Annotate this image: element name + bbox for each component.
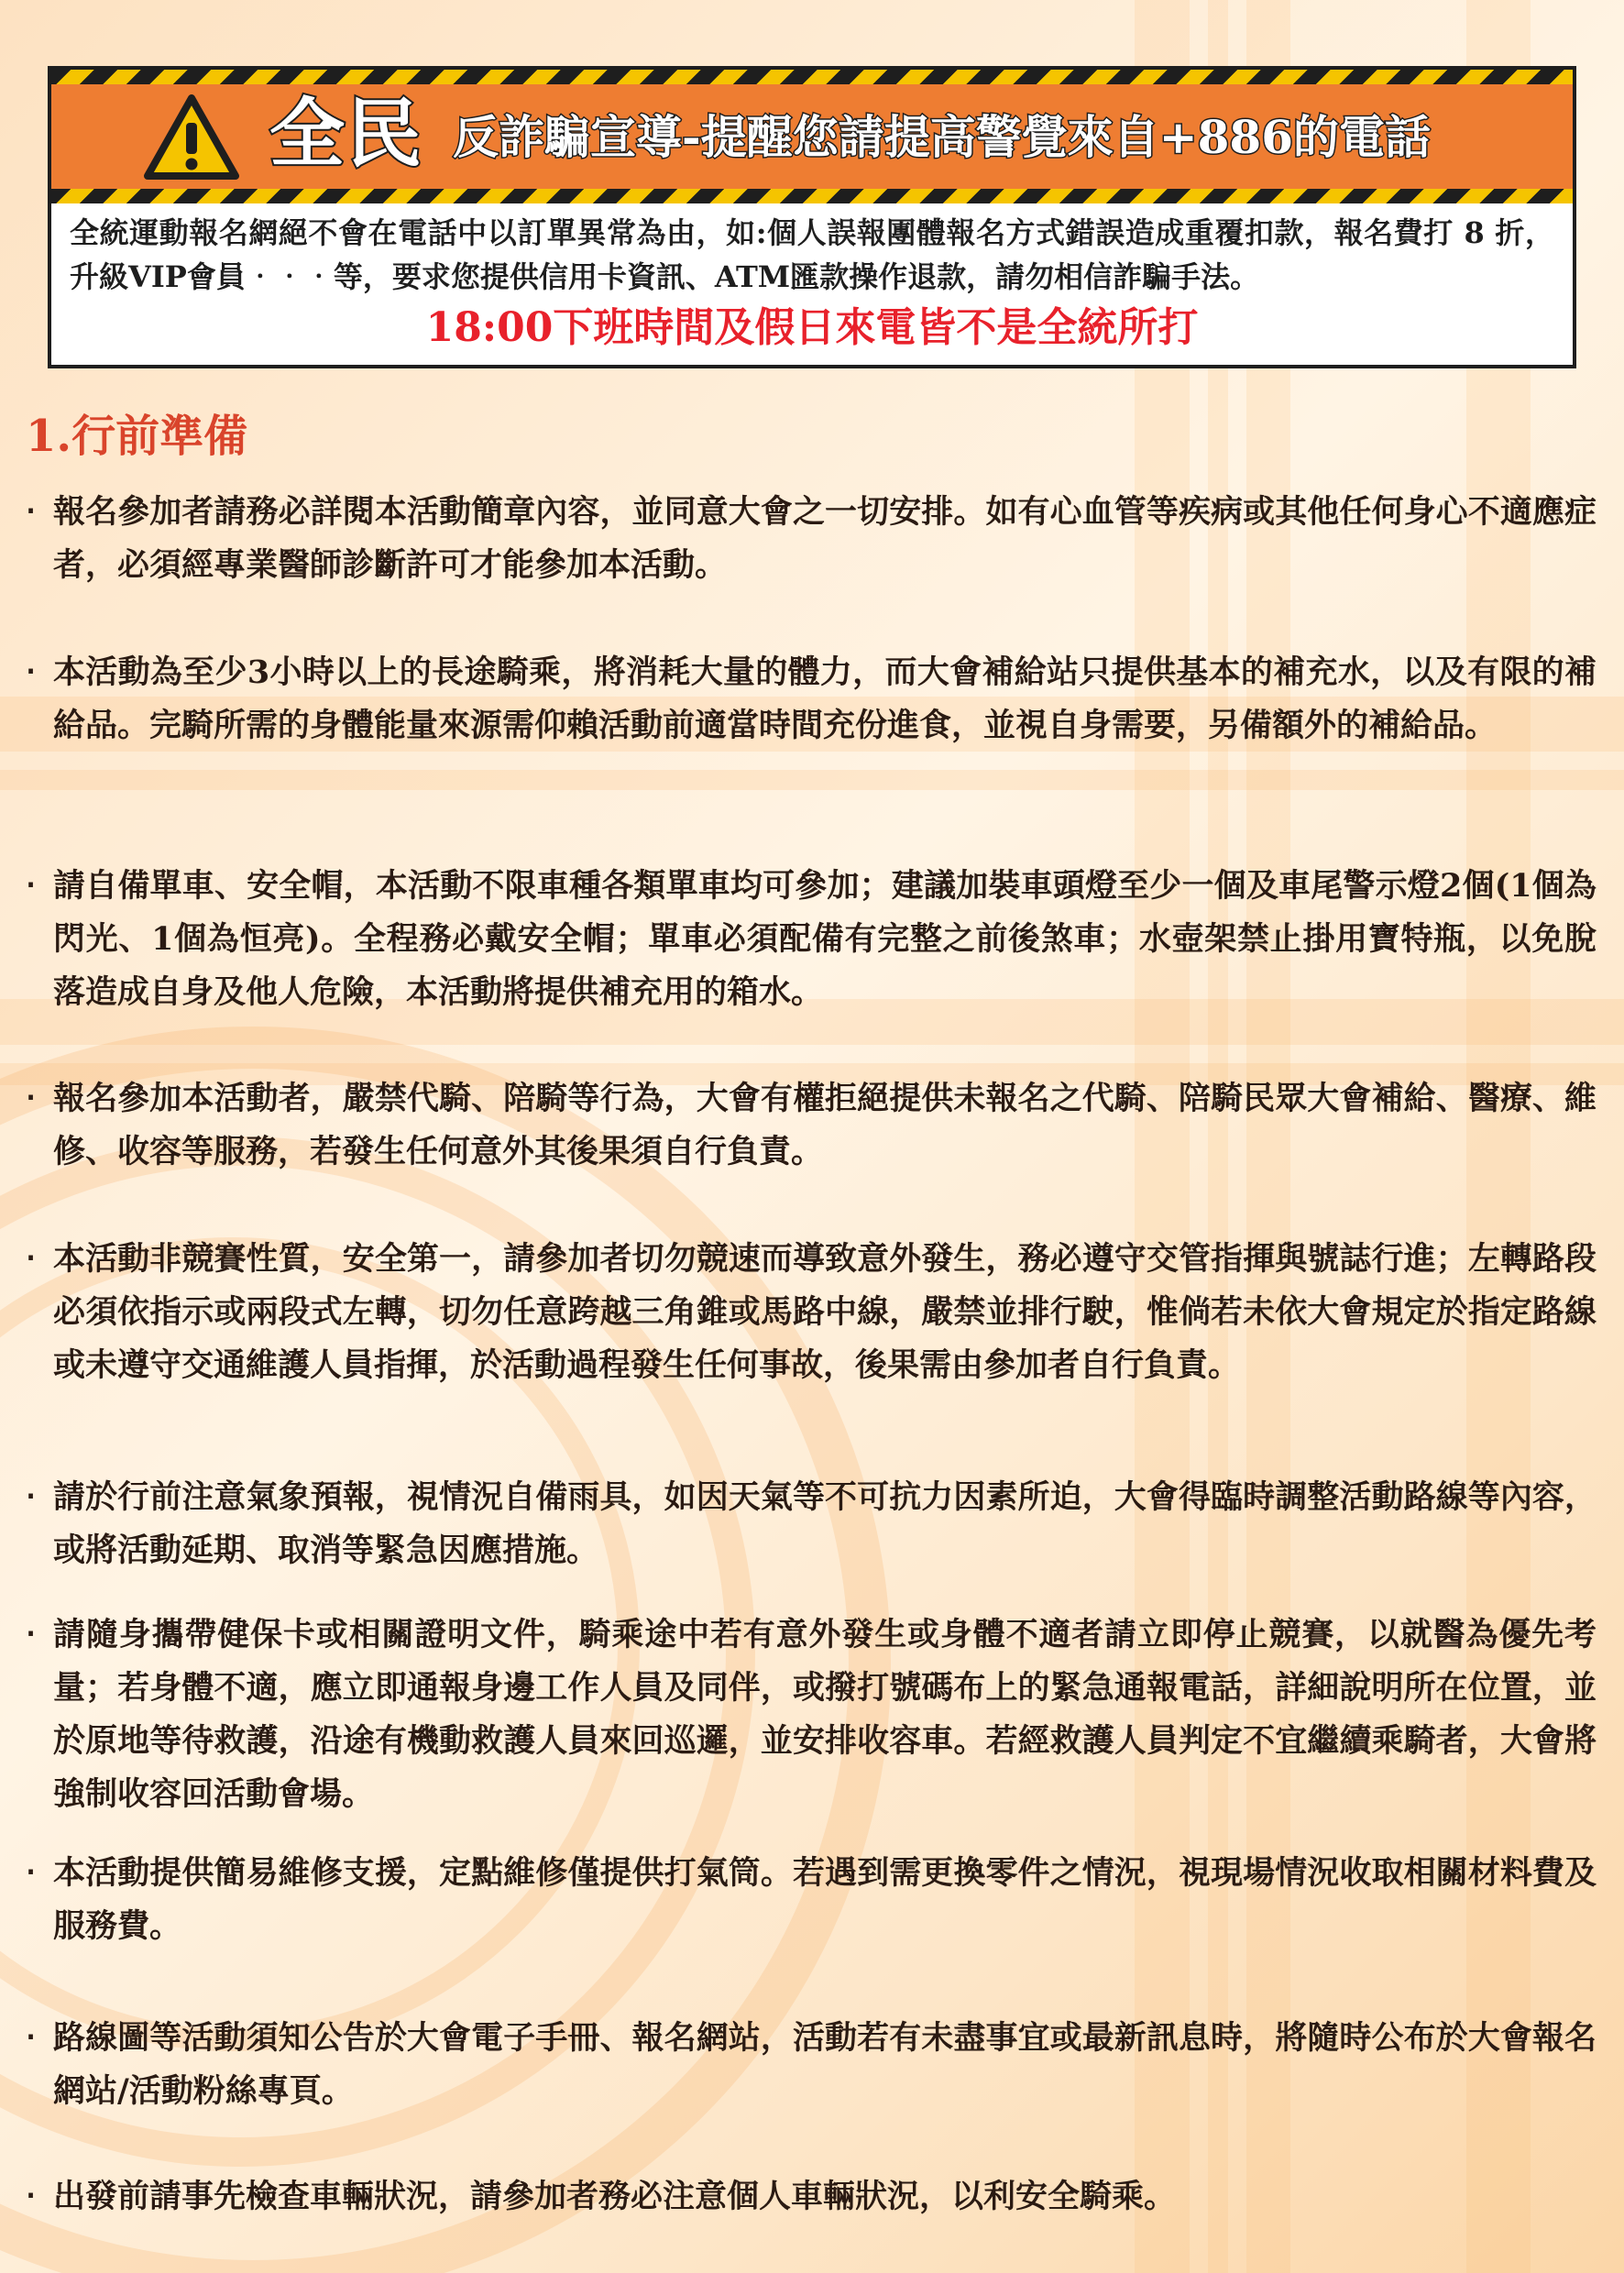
- rule-item: [26, 1609, 1597, 1821]
- bullet: ‧: [26, 1854, 37, 1892]
- rule-item: [26, 1847, 1597, 1953]
- rule-text: 報名參加本活動者，嚴禁代騎、陪騎等行為，大會有權拒絕提供未報名之代騎、陪騎民眾大會補給、醫療、維修、收容等服務，若發生任何意外其後果須自行負責。: [53, 1080, 1597, 1170]
- rule-text: 請自備單車、安全帽，本活動不限車種各類單車均可參加；建議加裝車頭燈至少一個及車尾警示燈2個(1個為閃光、1個為恒亮)。全程務必戴安全帽；單車必須配備有完整之前後煞車；水壺架禁止掛用寶特瓶，以免脫落造成自身及他人危險，本活動將提供補充用的箱水。: [53, 867, 1597, 1011]
- rule-item: [26, 646, 1597, 752]
- rule-item: [26, 2012, 1597, 2118]
- rule-text: 請於行前注意氣象預報，視情況自備雨具，如因天氣等不可抗力因素所迫，大會得臨時調整活動路線等內容，或將活動延期、取消等緊急因應措施。: [53, 1478, 1597, 1569]
- hazard-stripe-bottom: [51, 189, 1573, 203]
- bullet: ‧: [26, 2019, 37, 2057]
- rule-item: [26, 1072, 1597, 1179]
- bullet: ‧: [26, 653, 37, 691]
- rule-text: 本活動非競賽性質，安全第一，請參加者切勿競速而導致意外發生，務必遵守交管指揮與號誌行進；左轉路段必須依指示或兩段式左轉，切勿任意跨越三角錐或馬路中線，嚴禁並排行駛，惟倘若未依大會規定於指定路線或未遵守交通維護人員指揮，於活動過程發生任何事故，後果需由參加者自行負責。: [53, 1240, 1597, 1384]
- rule-item: [26, 860, 1597, 1019]
- warning-triangle-icon: [143, 93, 240, 181]
- rule-item: [26, 2170, 1597, 2224]
- rule-text: 本活動提供簡易維修支援，定點維修僅提供打氣筒。若遇到需更換零件之情況，視現場情況收取相關材料費及服務費。: [53, 1854, 1597, 1945]
- section-title: 1.行前準備: [26, 411, 248, 462]
- bullet: ‧: [26, 1616, 37, 1653]
- brand-text: 全民: [269, 90, 424, 178]
- rule-text: 請隨身攜帶健保卡或相關證明文件，騎乘途中若有意外發生或身體不適者請立即停止競賽，以就醫為優先考量；若身體不適，應立即通報身邊工作人員及同伴，或撥打號碼布上的緊急通報電話，詳細說明所在位置，並於原地等待救護，沿途有機動救護人員來回巡邏，並安排收容車。若經救護人員判定不宜繼續乘騎者，大會將強制收容回活動會場。: [53, 1616, 1597, 1813]
- rule-item: [26, 1233, 1597, 1392]
- rule-item: [26, 486, 1597, 592]
- bullet: ‧: [26, 493, 37, 531]
- rule-text: 報名參加者請務必詳閱本活動簡章內容，並同意大會之一切安排。如有心血管等疾病或其他任何身心不適應症者，必須經專業醫師診斷許可才能參加本活動。: [53, 493, 1597, 584]
- bullet: ‧: [26, 867, 37, 905]
- hazard-stripe-top: [51, 70, 1573, 84]
- warning-highlight-text: 18:00下班時間及假日來電皆不是全統所打: [425, 304, 1199, 351]
- warning-body-text: 全統運動報名網絕不會在電話中以訂單異常為由，如:個人誤報團體報名方式錯誤造成重覆扣款，報名費打 8 折，升級VIP會員‧‧‧等，要求您提供信用卡資訊、ATM匯款操作退款，請勿相信詐騙手法。: [70, 215, 1554, 294]
- warning-header: [51, 84, 1573, 189]
- rule-text: 出發前請事先檢查車輛狀況，請參加者務必注意個人車輛狀況，以利安全騎乘。: [53, 2178, 1177, 2215]
- rule-text: 本活動為至少3小時以上的長途騎乘，將消耗大量的體力，而大會補給站只提供基本的補充水，以及有限的補給品。完騎所需的身體能量來源需仰賴活動前適當時間充份進食，並視自身需要，另備額外的補給品。: [53, 653, 1597, 744]
- bullet: ‧: [26, 2178, 37, 2215]
- warning-header-text: 反詐騙宣導-提醒您請提高警覺來自+886的電話: [453, 110, 1432, 164]
- rule-text: 路線圖等活動須知公告於大會電子手冊、報名網站，活動若有未盡事宜或最新訊息時，將隨時公布於大會報名網站/活動粉絲專頁。: [53, 2019, 1597, 2110]
- bullet: ‧: [26, 1240, 37, 1278]
- bullet: ‧: [26, 1478, 37, 1516]
- rule-item: [26, 1471, 1597, 1577]
- bullet: ‧: [26, 1080, 37, 1117]
- fraud-warning-banner: [48, 66, 1576, 368]
